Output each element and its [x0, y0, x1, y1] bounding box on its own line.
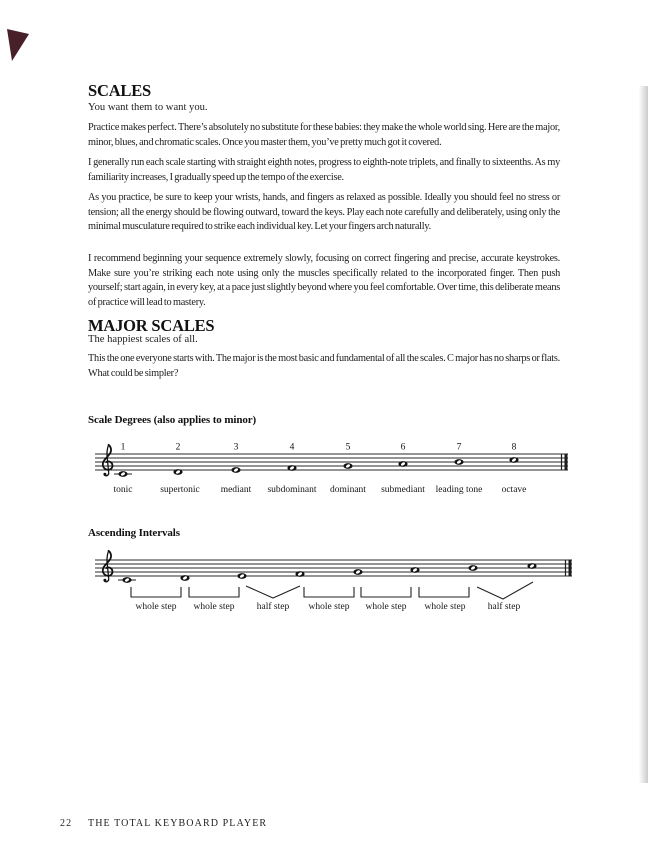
- scales-heading: SCALES: [88, 81, 151, 100]
- scales-paragraph-3: As you practice, be sure to keep your wrists, hands, and fingers as relaxed as possible. Ideally you should feel no stress or tension; all the energy should be flowing outward, toward the keys. Play each note carefully and deliberately, using only the minimal musculature required to strike each individual key. Let your fingers arch naturally.: [88, 192, 560, 233]
- degree-number: 1: [120, 442, 126, 453]
- degree-name: octave: [501, 485, 527, 495]
- degree-name: tonic: [113, 485, 133, 495]
- degree-number: 3: [233, 442, 239, 453]
- interval-label: half step: [256, 602, 290, 612]
- interval-label: whole step: [135, 602, 177, 612]
- scale-degrees-staff: [0, 436, 648, 504]
- whole-step-bracket: [189, 587, 239, 597]
- scale-degrees-title: Scale Degrees (also applies to minor): [88, 414, 257, 426]
- barline-thick: [565, 454, 568, 471]
- whole-note: [237, 573, 246, 579]
- whole-note: [173, 469, 182, 475]
- interval-label: whole step: [424, 602, 466, 612]
- whole-note: [468, 565, 477, 571]
- whole-note: [527, 563, 536, 569]
- whole-note: [509, 457, 518, 463]
- interval-label: whole step: [365, 602, 407, 612]
- whole-note: [231, 467, 240, 473]
- ascending-intervals-title: Ascending Intervals: [88, 527, 180, 539]
- treble-clef-icon: [103, 445, 113, 476]
- page-corner-fold-icon: [0, 0, 42, 70]
- page-edge-shadow: [639, 86, 648, 783]
- whole-note: [295, 571, 304, 577]
- whole-note: [454, 459, 463, 465]
- whole-step-bracket: [361, 587, 411, 597]
- half-step-bracket: [477, 582, 533, 599]
- staff-lines: [95, 454, 568, 470]
- whole-note: [343, 463, 352, 469]
- whole-note: [180, 575, 189, 581]
- interval-label: half step: [487, 602, 521, 612]
- degree-number: 8: [511, 442, 517, 453]
- scales-paragraph-2: I generally run each scale starting with straight eighth notes, progress to eighth-note triplets, and finally to sixteenths. As my familiarity increases, I gradually speed up the tempo of the exercise.: [88, 157, 560, 183]
- degree-name: leading tone: [435, 485, 483, 495]
- whole-note: [398, 461, 407, 467]
- degree-number: 5: [345, 442, 351, 453]
- degree-name: supertonic: [160, 485, 200, 495]
- half-step-bracket: [246, 586, 300, 598]
- interval-label: whole step: [308, 602, 350, 612]
- whole-note: [410, 567, 419, 573]
- whole-note: [122, 577, 131, 583]
- interval-label: whole step: [193, 602, 235, 612]
- scales-tagline: You want them to want you.: [88, 102, 208, 113]
- degree-number: 7: [456, 442, 462, 453]
- major-scales-heading: MAJOR SCALES: [88, 316, 215, 335]
- staff-lines: [95, 560, 572, 576]
- degree-name: dominant: [330, 485, 366, 495]
- ascending-intervals-staff: [0, 544, 648, 616]
- degree-name: mediant: [220, 485, 252, 495]
- page-number: 22: [60, 818, 73, 829]
- scales-paragraph-4: I recommend beginning your sequence extremely slowly, focusing on correct fingering and precise, accurate keystrokes. Make sure you’re striking each note using only the muscles specifically related to the incorporated finger. Then push yourself; start again, in every key, at a pace just slightly beyond where you feel comfortable. Over time, this deliberate means of practice will lead to mastery.: [88, 253, 560, 308]
- whole-note: [287, 465, 296, 471]
- degree-number: 4: [289, 442, 295, 453]
- book-title: THE TOTAL KEYBOARD PLAYER: [88, 818, 268, 829]
- treble-clef-icon: [103, 551, 113, 582]
- degree-name: subdominant: [267, 485, 317, 495]
- scales-paragraph-1: Practice makes perfect. There’s absolutely no substitute for these babies: they make the whole world sing. Here are the major, minor, blues, and chromatic scales. Once you master them, you’ve pretty much got it covered.: [88, 122, 560, 148]
- whole-step-bracket: [131, 587, 181, 597]
- barline-thick: [569, 560, 572, 577]
- degree-name: submediant: [381, 485, 425, 495]
- whole-step-bracket: [419, 587, 469, 597]
- corner-triangle: [7, 29, 29, 61]
- major-scales-paragraph: This the one everyone starts with. The major is the most basic and fundamental of all the scales. C major has no sharps or flats. What could be simpler?: [88, 353, 560, 379]
- whole-note: [353, 569, 362, 575]
- major-scales-tagline: The happiest scales of all.: [88, 334, 198, 345]
- degree-number: 2: [175, 442, 181, 453]
- whole-step-bracket: [304, 587, 354, 597]
- degree-number: 6: [400, 442, 406, 453]
- whole-note: [118, 471, 127, 477]
